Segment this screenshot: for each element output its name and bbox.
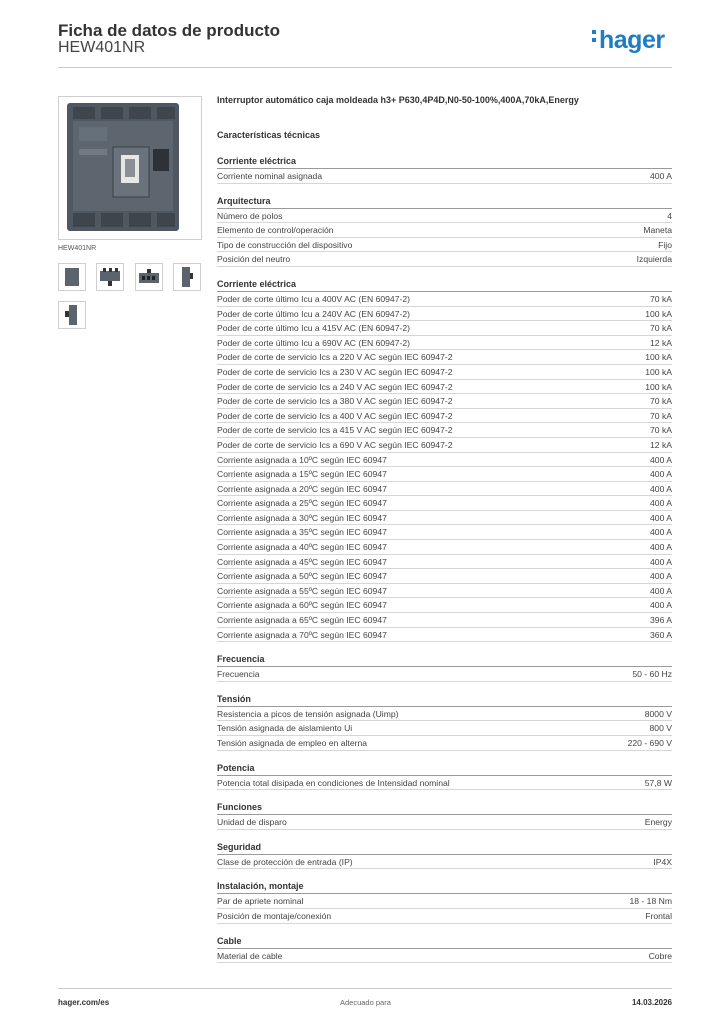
header-divider bbox=[58, 67, 672, 68]
thumbnail-side[interactable] bbox=[173, 263, 201, 291]
spec-label: Poder de corte de servicio Ics a 690 V AC según IEC 60947-2 bbox=[217, 439, 453, 450]
footer-note: Adecuado para bbox=[340, 998, 391, 1007]
spec-row bbox=[217, 949, 672, 964]
spec-row bbox=[217, 598, 672, 613]
spec-label: Poder de corte de servicio Ics a 230 V AC según IEC 60947-2 bbox=[217, 366, 453, 377]
spec-value: 400 A bbox=[650, 571, 672, 582]
spec-label: Poder de corte de servicio Ics a 415 V AC según IEC 60947-2 bbox=[217, 425, 453, 436]
spec-row bbox=[217, 909, 672, 924]
spec-row bbox=[217, 453, 672, 468]
spec-label: Poder de corte último Icu a 690V AC (EN 60947-2) bbox=[217, 337, 410, 348]
spec-value: 18 - 18 Nm bbox=[629, 896, 672, 907]
spec-label: Corriente asignada a 45ºC según IEC 60947 bbox=[217, 556, 387, 567]
spec-row bbox=[217, 555, 672, 570]
spec-label: Poder de corte de servicio Ics a 380 V AC según IEC 60947-2 bbox=[217, 396, 453, 407]
spec-section bbox=[217, 801, 672, 830]
spec-label: Poder de corte de servicio Ics a 240 V AC según IEC 60947-2 bbox=[217, 381, 453, 392]
spec-value: 400 A bbox=[650, 542, 672, 553]
spec-value: 8000 V bbox=[644, 708, 672, 719]
spec-value: 70 kA bbox=[650, 410, 672, 421]
spec-value: 400 A bbox=[650, 585, 672, 596]
spec-value: Maneta bbox=[643, 225, 672, 236]
spec-label: Tipo de construcción del dispositivo bbox=[217, 239, 353, 250]
section-title: Instalación, montaje bbox=[217, 880, 672, 894]
section-title: Tensión bbox=[217, 693, 672, 707]
spec-value: 100 kA bbox=[645, 352, 672, 363]
spec-label: Corriente asignada a 40ºC según IEC 60947 bbox=[217, 542, 387, 553]
spec-label: Número de polos bbox=[217, 210, 283, 221]
spec-section bbox=[217, 880, 672, 923]
spec-value: 400 A bbox=[650, 483, 672, 494]
product-code: HEW401NR bbox=[58, 39, 146, 56]
spec-row bbox=[217, 628, 672, 643]
spec-value: 100 kA bbox=[645, 308, 672, 319]
footer-date: 14.03.2026 bbox=[631, 998, 672, 1007]
spec-row bbox=[217, 467, 672, 482]
spec-label: Corriente asignada a 35ºC según IEC 60947 bbox=[217, 527, 387, 538]
logo-dots-icon bbox=[592, 26, 597, 46]
spec-row bbox=[217, 613, 672, 628]
spec-row bbox=[217, 482, 672, 497]
spec-value: 396 A bbox=[650, 615, 672, 626]
spec-label: Corriente asignada a 15ºC según IEC 60947 bbox=[217, 469, 387, 480]
thumbnail-bottom[interactable] bbox=[135, 263, 163, 291]
footer-website-link[interactable]: hager.com/es bbox=[58, 998, 110, 1007]
spec-section bbox=[217, 762, 672, 791]
spec-label: Corriente asignada a 25ºC según IEC 60947 bbox=[217, 498, 387, 509]
spec-row bbox=[217, 336, 672, 351]
spec-value: IP4X bbox=[653, 856, 672, 867]
spec-label: Posición de montaje/conexión bbox=[217, 910, 332, 921]
spec-label: Corriente nominal asignada bbox=[217, 171, 323, 181]
spec-row bbox=[217, 855, 672, 870]
spec-value: 100 kA bbox=[645, 366, 672, 377]
hager-logo[interactable] bbox=[592, 26, 665, 55]
spec-label: Posición del neutro bbox=[217, 254, 291, 265]
spec-value: 220 - 690 V bbox=[627, 738, 672, 748]
spec-row bbox=[217, 438, 672, 453]
spec-row bbox=[217, 380, 672, 395]
spec-label: Poder de corte último Icu a 415V AC (EN 60947-2) bbox=[217, 323, 410, 334]
spec-value: 12 kA bbox=[650, 337, 672, 348]
spec-section bbox=[217, 195, 672, 267]
spec-value: 400 A bbox=[650, 469, 672, 480]
spec-row bbox=[217, 721, 672, 736]
spec-value: Frontal bbox=[645, 910, 672, 921]
thumbnail-top[interactable] bbox=[96, 263, 124, 291]
spec-row bbox=[217, 511, 672, 526]
spec-value: 70 kA bbox=[650, 323, 672, 334]
section-title: Corriente eléctrica bbox=[217, 155, 672, 169]
spec-row bbox=[217, 496, 672, 511]
spec-label: Tensión asignada de aislamiento Ui bbox=[217, 723, 353, 734]
spec-label: Poder de corte último Icu a 400V AC (EN 60947-2) bbox=[217, 293, 410, 304]
spec-label: Par de apriete nominal bbox=[217, 896, 304, 907]
spec-section bbox=[217, 935, 672, 964]
spec-label: Corriente asignada a 10ºC según IEC 60947 bbox=[217, 454, 387, 465]
section-title: Corriente eléctrica bbox=[217, 278, 672, 292]
spec-label: Corriente asignada a 50ºC según IEC 60947 bbox=[217, 571, 387, 582]
section-title: Cable bbox=[217, 935, 672, 949]
spec-sections bbox=[217, 155, 672, 963]
section-title: Arquitectura bbox=[217, 195, 672, 209]
spec-label: Unidad de disparo bbox=[217, 817, 287, 828]
spec-value: Fijo bbox=[658, 239, 672, 250]
thumbnail-side-2[interactable] bbox=[58, 301, 86, 329]
spec-section bbox=[217, 841, 672, 870]
spec-row bbox=[217, 394, 672, 409]
spec-label: Frecuencia bbox=[217, 669, 260, 680]
spec-value: Cobre bbox=[648, 950, 672, 961]
spec-row bbox=[217, 569, 672, 584]
spec-value: 57,8 W bbox=[644, 777, 672, 788]
breaker-side-icon bbox=[174, 264, 200, 290]
spec-row bbox=[217, 540, 672, 555]
spec-row bbox=[217, 736, 672, 751]
spec-label: Clase de protección de entrada (IP) bbox=[217, 856, 353, 867]
circuit-breaker-icon bbox=[59, 97, 201, 239]
spec-row bbox=[217, 307, 672, 322]
specifications bbox=[217, 95, 672, 963]
spec-row bbox=[217, 209, 672, 224]
section-title: Seguridad bbox=[217, 841, 672, 855]
spec-value: Izquierda bbox=[636, 254, 672, 265]
spec-label: Material de cable bbox=[217, 950, 283, 961]
thumbnail-front[interactable] bbox=[58, 263, 86, 291]
spec-row bbox=[217, 252, 672, 267]
spec-value: 4 bbox=[667, 210, 672, 221]
spec-value: 12 kA bbox=[650, 439, 672, 450]
spec-label: Corriente asignada a 70ºC según IEC 60947 bbox=[217, 629, 387, 640]
spec-value: 400 A bbox=[650, 556, 672, 567]
spec-row bbox=[217, 423, 672, 438]
spec-value: 100 kA bbox=[645, 381, 672, 392]
section-title: Potencia bbox=[217, 762, 672, 776]
breaker-top-icon bbox=[97, 264, 123, 290]
spec-section bbox=[217, 278, 672, 642]
spec-label: Elemento de control/operación bbox=[217, 225, 334, 236]
spec-row bbox=[217, 584, 672, 599]
spec-row bbox=[217, 292, 672, 307]
spec-value: 400 A bbox=[650, 498, 672, 509]
footer-divider bbox=[58, 988, 672, 989]
spec-label: Resistencia a picos de tensión asignada (Uimp) bbox=[217, 708, 399, 719]
spec-label: Poder de corte de servicio Ics a 400 V AC según IEC 60947-2 bbox=[217, 410, 453, 421]
product-image[interactable] bbox=[58, 96, 202, 240]
spec-label: Tensión asignada de empleo en alterna bbox=[217, 738, 368, 748]
spec-row bbox=[217, 815, 672, 830]
spec-row bbox=[217, 707, 672, 722]
spec-label: Poder de corte último Icu a 240V AC (EN 60947-2) bbox=[217, 308, 410, 319]
section-title: Funciones bbox=[217, 801, 672, 815]
spec-row bbox=[217, 894, 672, 909]
logo-text: hager bbox=[599, 26, 665, 54]
image-caption: HEW401NR bbox=[58, 245, 97, 252]
spec-label: Poder de corte de servicio Ics a 220 V AC según IEC 60947-2 bbox=[217, 352, 453, 363]
spec-label: Corriente asignada a 65ºC según IEC 60947 bbox=[217, 615, 387, 626]
spec-value: 400 A bbox=[650, 171, 672, 181]
page-title: Ficha de datos de producto bbox=[58, 21, 280, 40]
spec-value: 70 kA bbox=[650, 293, 672, 304]
spec-value: 400 A bbox=[650, 600, 672, 611]
spec-row bbox=[217, 525, 672, 540]
breaker-front-icon bbox=[59, 264, 85, 290]
spec-row bbox=[217, 321, 672, 336]
spec-row bbox=[217, 350, 672, 365]
spec-value: 360 A bbox=[650, 629, 672, 640]
breaker-bottom-icon bbox=[136, 264, 162, 290]
spec-value: 70 kA bbox=[650, 425, 672, 436]
spec-label: Corriente asignada a 30ºC según IEC 60947 bbox=[217, 512, 387, 523]
spec-row bbox=[217, 223, 672, 238]
spec-row bbox=[217, 169, 672, 184]
technical-characteristics-title: Características técnicas bbox=[217, 130, 321, 140]
spec-label: Corriente asignada a 60ºC según IEC 60947 bbox=[217, 600, 387, 611]
spec-label: Potencia total disipada en condiciones de Intensidad nominal bbox=[217, 777, 450, 788]
spec-value: 70 kA bbox=[650, 396, 672, 407]
spec-section bbox=[217, 653, 672, 682]
spec-section bbox=[217, 155, 672, 184]
spec-row bbox=[217, 238, 672, 253]
spec-value: 400 A bbox=[650, 527, 672, 538]
spec-value: 800 V bbox=[649, 723, 672, 734]
section-title: Frecuencia bbox=[217, 653, 672, 667]
spec-row bbox=[217, 409, 672, 424]
spec-value: Energy bbox=[644, 817, 672, 828]
spec-row bbox=[217, 667, 672, 682]
spec-label: Corriente asignada a 20ºC según IEC 60947 bbox=[217, 483, 387, 494]
spec-row bbox=[217, 776, 672, 791]
product-description: Interruptor automático caja moldeada h3+ P630,4P4D,N0-50-100%,400A,70kA,Energy bbox=[217, 95, 579, 105]
spec-row bbox=[217, 365, 672, 380]
spec-value: 400 A bbox=[650, 454, 672, 465]
spec-value: 400 A bbox=[650, 512, 672, 523]
spec-label: Corriente asignada a 55ºC según IEC 60947 bbox=[217, 585, 387, 596]
spec-value: 50 - 60 Hz bbox=[632, 669, 672, 680]
spec-section bbox=[217, 693, 672, 751]
breaker-side-alt-icon bbox=[59, 302, 85, 328]
